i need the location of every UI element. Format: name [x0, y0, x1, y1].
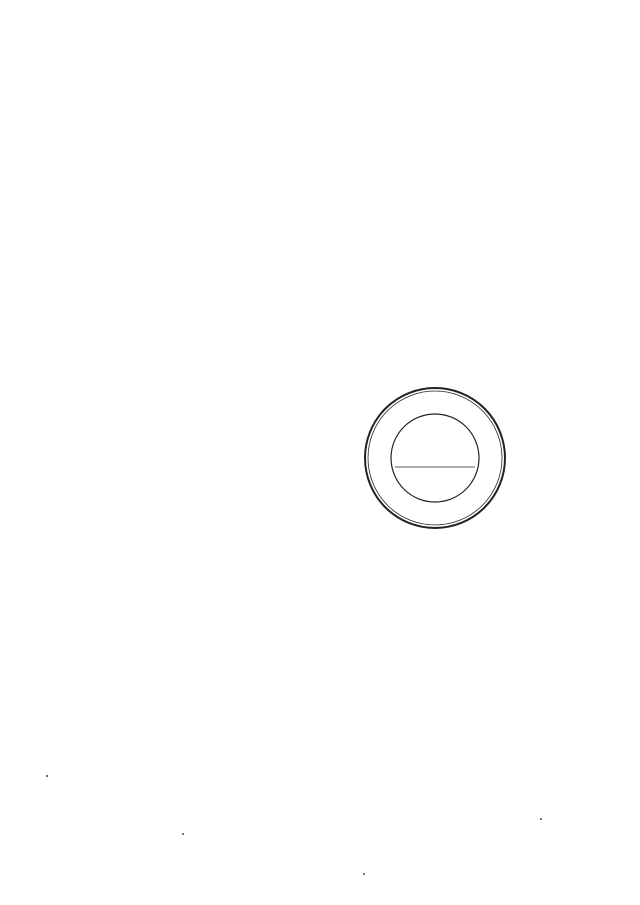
scan-speck — [46, 775, 48, 777]
scan-speck — [182, 833, 184, 835]
official-seal — [360, 383, 510, 533]
scan-speck — [363, 873, 365, 875]
scan-speck — [540, 818, 542, 820]
